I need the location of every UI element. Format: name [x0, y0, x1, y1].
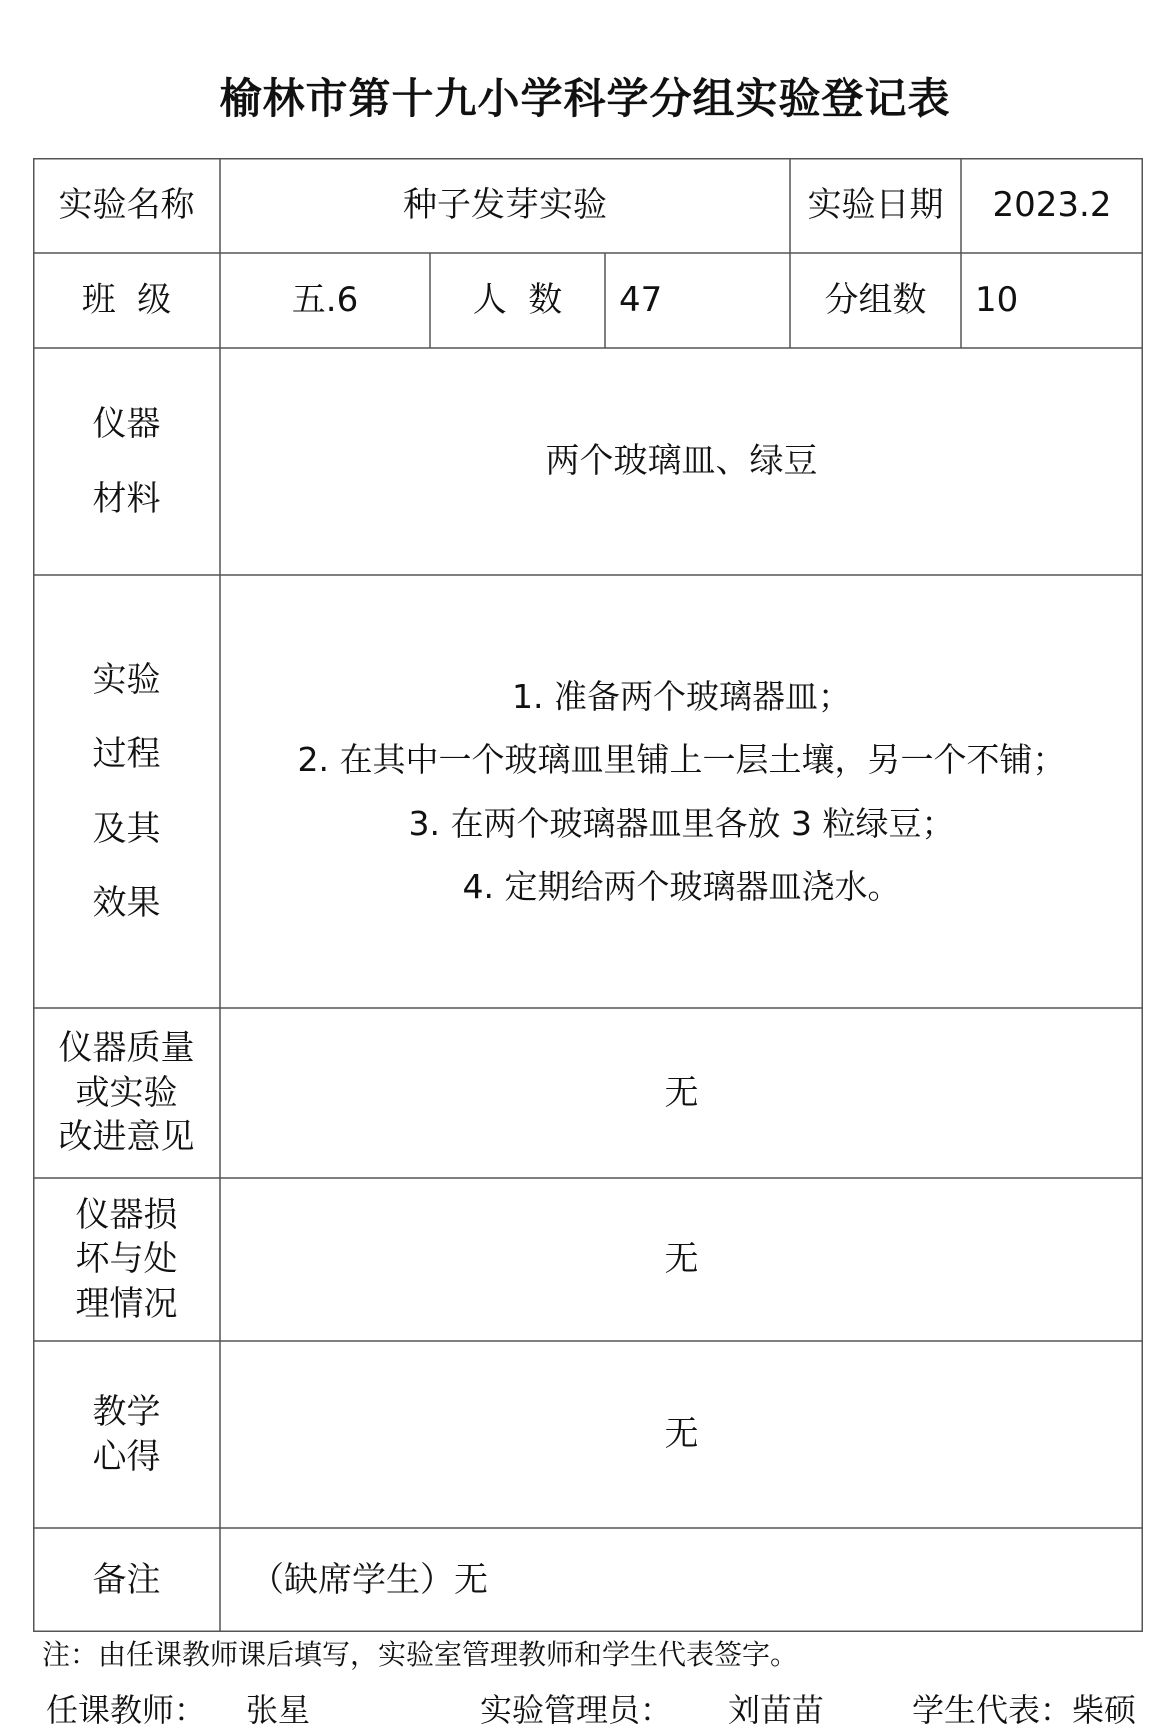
damage-value: 无 [664, 1239, 699, 1280]
quality-label-line: 仪器质量 [58, 1028, 195, 1069]
remarks-value: （缺席学生）无 [250, 1559, 488, 1600]
experiment-name-label: 实验名称 [58, 185, 195, 226]
damage-label-line: 仪器损 [75, 1194, 178, 1235]
materials-label [33, 348, 220, 575]
reflection-label [33, 1341, 220, 1528]
class-label: 班 级 [81, 280, 172, 321]
groups-label: 分组数 [824, 280, 927, 321]
experiment-date-label: 实验日期 [807, 185, 944, 226]
materials-value: 两个玻璃皿、绿豆 [545, 441, 818, 482]
quality-value: 无 [664, 1072, 699, 1113]
student-representative: 学生代表：柴硕 [912, 1691, 1137, 1729]
process-label-line: 过程 [92, 734, 161, 774]
count-value: 47 [619, 280, 663, 321]
remarks-label: 备注 [92, 1559, 161, 1600]
damage-label [33, 1178, 220, 1341]
materials-label-line: 材料 [92, 478, 161, 519]
teacher-label: 任课教师： [46, 1691, 207, 1729]
process-label [33, 575, 220, 1008]
registration-form [33, 158, 1143, 1632]
process-label-line: 效果 [92, 883, 161, 923]
reflection-value: 无 [664, 1414, 699, 1455]
footer-note: 注：由任课教师课后填写，实验室管理教师和学生代表签字。 [42, 1638, 799, 1671]
experiment-date-value: 2023.2 [992, 185, 1112, 226]
page-title: 榆林市第十九小学科学分组实验登记表 [219, 74, 951, 123]
quality-label-line: 或实验 [75, 1072, 178, 1113]
process-step: 1. 准备两个玻璃器皿； [512, 677, 851, 716]
process-label-line: 及其 [92, 808, 161, 849]
experiment-name-value: 种子发芽实验 [403, 185, 607, 226]
materials-label-line: 仪器 [92, 404, 161, 444]
process-step: 2. 在其中一个玻璃皿里铺上一层土壤，另一个不铺； [297, 740, 1066, 780]
process-steps [220, 575, 1143, 1008]
process-label-line: 实验 [92, 659, 161, 700]
class-value: 五.6 [291, 280, 359, 321]
count-label: 人 数 [472, 280, 563, 321]
damage-label-line: 坏与处 [75, 1239, 178, 1280]
teacher-name: 张星 [246, 1691, 311, 1729]
admin-label: 实验管理员： [480, 1691, 673, 1729]
groups-value: 10 [975, 280, 1019, 321]
quality-label [33, 1008, 220, 1178]
damage-label-line: 理情况 [75, 1283, 178, 1324]
quality-label-line: 改进意见 [58, 1117, 195, 1158]
reflection-label-line: 心得 [92, 1436, 161, 1477]
process-step: 4. 定期给两个玻璃器皿浇水。 [462, 866, 901, 906]
admin-name: 刘苗苗 [728, 1691, 825, 1729]
process-step: 3. 在两个玻璃器皿里各放 3 粒绿豆； [408, 803, 955, 843]
reflection-label-line: 教学 [92, 1392, 161, 1432]
